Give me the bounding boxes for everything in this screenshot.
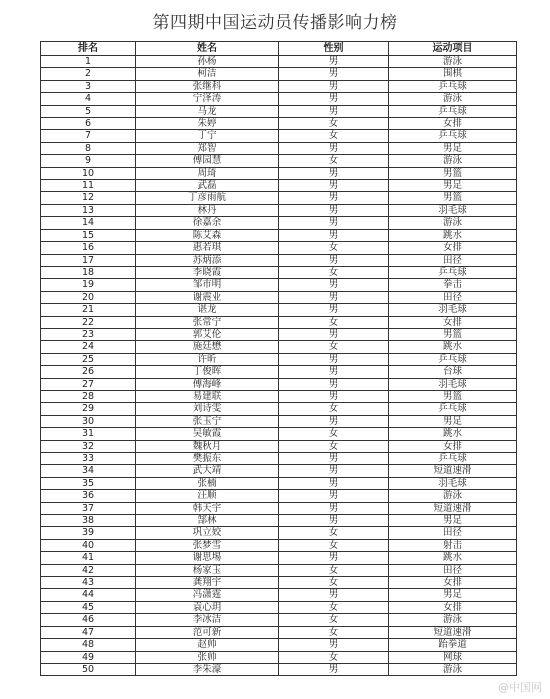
cell-sport: 跳水 [389, 552, 517, 564]
cell-name: 丁宁 [136, 130, 279, 142]
cell-sport: 男足 [389, 415, 517, 427]
cell-rank: 21 [41, 304, 136, 316]
table-row [41, 428, 517, 440]
cell-rank: 4 [41, 93, 136, 105]
cell-rank: 26 [41, 366, 136, 378]
table-header-row [41, 42, 517, 56]
cell-rank: 20 [41, 291, 136, 303]
table-row [41, 68, 517, 80]
header-sport: 运动项目 [389, 42, 517, 56]
cell-name: 樊振东 [136, 453, 279, 465]
table-row [41, 564, 517, 576]
cell-rank: 39 [41, 527, 136, 539]
cell-sport: 围棋 [389, 68, 517, 80]
cell-gender: 男 [279, 639, 389, 651]
cell-name: 马龙 [136, 105, 279, 117]
table-row [41, 304, 517, 316]
cell-gender: 男 [279, 378, 389, 390]
cell-rank: 19 [41, 279, 136, 291]
cell-rank: 47 [41, 626, 136, 638]
cell-sport: 乒乓球 [389, 80, 517, 92]
cell-sport: 乒乓球 [389, 105, 517, 117]
cell-rank: 23 [41, 328, 136, 340]
cell-sport: 田径 [389, 254, 517, 266]
cell-name: 施廷懋 [136, 341, 279, 353]
cell-name: 杨家玉 [136, 564, 279, 576]
cell-sport: 乒乓球 [389, 353, 517, 365]
cell-rank: 1 [41, 56, 136, 68]
cell-rank: 38 [41, 515, 136, 527]
header-gender: 性别 [279, 42, 389, 56]
cell-sport: 游泳 [389, 93, 517, 105]
table-row [41, 155, 517, 167]
table-row [41, 328, 517, 340]
cell-name: 刘诗雯 [136, 403, 279, 415]
cell-sport: 跳水 [389, 341, 517, 353]
cell-sport: 男篮 [389, 192, 517, 204]
cell-sport: 游泳 [389, 56, 517, 68]
cell-name: 袁心玥 [136, 601, 279, 613]
cell-name: 柯洁 [136, 68, 279, 80]
cell-sport: 乒乓球 [389, 453, 517, 465]
cell-rank: 8 [41, 142, 136, 154]
cell-sport: 羽毛球 [389, 304, 517, 316]
cell-sport: 男足 [389, 589, 517, 601]
cell-gender: 男 [279, 477, 389, 489]
cell-gender: 女 [279, 316, 389, 328]
table-row [41, 453, 517, 465]
cell-gender: 女 [279, 539, 389, 551]
cell-gender: 男 [279, 304, 389, 316]
cell-gender: 男 [279, 453, 389, 465]
table-row [41, 192, 517, 204]
table-row [41, 56, 517, 68]
table-row [41, 93, 517, 105]
cell-gender: 女 [279, 577, 389, 589]
cell-gender: 男 [279, 192, 389, 204]
cell-rank: 2 [41, 68, 136, 80]
cell-name: 龚翔宇 [136, 577, 279, 589]
cell-gender: 男 [279, 217, 389, 229]
table-row [41, 465, 517, 477]
table-row [41, 552, 517, 564]
cell-gender: 女 [279, 564, 389, 576]
cell-gender: 男 [279, 142, 389, 154]
cell-sport: 游泳 [389, 663, 517, 675]
table-row [41, 105, 517, 117]
cell-sport: 女排 [389, 601, 517, 613]
cell-name: 邹市明 [136, 279, 279, 291]
cell-name: 李冰洁 [136, 614, 279, 626]
cell-sport: 羽毛球 [389, 378, 517, 390]
cell-rank: 42 [41, 564, 136, 576]
cell-name: 赵帅 [136, 639, 279, 651]
cell-rank: 22 [41, 316, 136, 328]
watermark: @中国网 [498, 681, 542, 694]
cell-sport: 跳水 [389, 428, 517, 440]
cell-name: 丁俊晖 [136, 366, 279, 378]
cell-gender: 女 [279, 341, 389, 353]
cell-gender: 女 [279, 626, 389, 638]
cell-name: 张继科 [136, 80, 279, 92]
cell-sport: 男篮 [389, 390, 517, 402]
table-row [41, 142, 517, 154]
cell-name: 宁泽涛 [136, 93, 279, 105]
cell-sport: 拳击 [389, 279, 517, 291]
cell-sport: 游泳 [389, 614, 517, 626]
cell-gender: 男 [279, 390, 389, 402]
table-row [41, 651, 517, 663]
cell-sport: 游泳 [389, 217, 517, 229]
cell-rank: 34 [41, 465, 136, 477]
cell-name: 张常宁 [136, 316, 279, 328]
cell-name: 巩立姣 [136, 527, 279, 539]
table-row [41, 353, 517, 365]
cell-name: 郜林 [136, 515, 279, 527]
cell-gender: 女 [279, 651, 389, 663]
cell-name: 谢思埸 [136, 552, 279, 564]
cell-rank: 14 [41, 217, 136, 229]
table-row [41, 403, 517, 415]
table-row [41, 266, 517, 278]
cell-name: 张梦雪 [136, 539, 279, 551]
cell-gender: 女 [279, 266, 389, 278]
table-row [41, 502, 517, 514]
cell-sport: 女排 [389, 577, 517, 589]
table-row [41, 415, 517, 427]
cell-gender: 女 [279, 440, 389, 452]
table-row [41, 242, 517, 254]
cell-gender: 女 [279, 118, 389, 130]
cell-rank: 45 [41, 601, 136, 613]
cell-sport: 女排 [389, 440, 517, 452]
cell-rank: 15 [41, 229, 136, 241]
cell-rank: 37 [41, 502, 136, 514]
cell-sport: 男足 [389, 180, 517, 192]
cell-gender: 女 [279, 428, 389, 440]
cell-name: 林丹 [136, 204, 279, 216]
cell-name: 周琦 [136, 167, 279, 179]
cell-name: 丁彦雨航 [136, 192, 279, 204]
cell-sport: 乒乓球 [389, 266, 517, 278]
table-row [41, 515, 517, 527]
page-title: 第四期中国运动员传播影响力榜 [152, 13, 398, 33]
cell-sport: 乒乓球 [389, 403, 517, 415]
cell-gender: 男 [279, 490, 389, 502]
cell-rank: 35 [41, 477, 136, 489]
cell-gender: 男 [279, 502, 389, 514]
cell-name: 傅园慧 [136, 155, 279, 167]
table-row [41, 130, 517, 142]
cell-rank: 49 [41, 651, 136, 663]
cell-rank: 41 [41, 552, 136, 564]
cell-gender: 女 [279, 527, 389, 539]
header-rank: 排名 [41, 42, 136, 56]
cell-rank: 24 [41, 341, 136, 353]
cell-sport: 游泳 [389, 490, 517, 502]
table-row [41, 167, 517, 179]
cell-sport: 射击 [389, 539, 517, 551]
cell-name: 惠若琪 [136, 242, 279, 254]
table-row [41, 316, 517, 328]
cell-rank: 31 [41, 428, 136, 440]
table-row [41, 118, 517, 130]
cell-gender: 男 [279, 279, 389, 291]
cell-name: 谢震业 [136, 291, 279, 303]
cell-name: 陈艾森 [136, 229, 279, 241]
cell-sport: 女排 [389, 242, 517, 254]
cell-gender: 男 [279, 465, 389, 477]
cell-name: 谌龙 [136, 304, 279, 316]
cell-gender: 男 [279, 93, 389, 105]
cell-rank: 25 [41, 353, 136, 365]
cell-gender: 男 [279, 68, 389, 80]
cell-sport: 短道速滑 [389, 465, 517, 477]
cell-gender: 男 [279, 515, 389, 527]
cell-sport: 乒乓球 [389, 130, 517, 142]
cell-gender: 男 [279, 180, 389, 192]
cell-name: 朱婷 [136, 118, 279, 130]
cell-name: 吴敏霞 [136, 428, 279, 440]
cell-sport: 羽毛球 [389, 477, 517, 489]
table-row [41, 477, 517, 489]
table-row [41, 254, 517, 266]
cell-rank: 32 [41, 440, 136, 452]
cell-name: 苏炳添 [136, 254, 279, 266]
cell-gender: 男 [279, 328, 389, 340]
cell-name: 韩天宇 [136, 502, 279, 514]
cell-sport: 女排 [389, 316, 517, 328]
cell-name: 张楠 [136, 477, 279, 489]
cell-rank: 12 [41, 192, 136, 204]
cell-rank: 40 [41, 539, 136, 551]
cell-gender: 男 [279, 105, 389, 117]
cell-sport: 短道速滑 [389, 626, 517, 638]
cell-rank: 43 [41, 577, 136, 589]
table-row [41, 626, 517, 638]
cell-name: 李朱濠 [136, 663, 279, 675]
cell-rank: 7 [41, 130, 136, 142]
table-row [41, 639, 517, 651]
cell-gender: 女 [279, 130, 389, 142]
cell-sport: 男足 [389, 142, 517, 154]
cell-name: 李晓霞 [136, 266, 279, 278]
cell-gender: 男 [279, 56, 389, 68]
cell-rank: 29 [41, 403, 136, 415]
cell-name: 郭艾伦 [136, 328, 279, 340]
cell-name: 傅海峰 [136, 378, 279, 390]
table-row [41, 229, 517, 241]
cell-sport: 羽毛球 [389, 204, 517, 216]
cell-sport: 男篮 [389, 167, 517, 179]
cell-rank: 33 [41, 453, 136, 465]
table-row [41, 279, 517, 291]
cell-rank: 9 [41, 155, 136, 167]
table-row [41, 341, 517, 353]
table-row [41, 80, 517, 92]
cell-sport: 女排 [389, 118, 517, 130]
cell-sport: 男篮 [389, 328, 517, 340]
cell-rank: 48 [41, 639, 136, 651]
cell-gender: 男 [279, 415, 389, 427]
cell-rank: 16 [41, 242, 136, 254]
table-row [41, 217, 517, 229]
cell-sport: 跆拳道 [389, 639, 517, 651]
table-row [41, 180, 517, 192]
table-row [41, 390, 517, 402]
cell-gender: 男 [279, 589, 389, 601]
ranking-table [40, 41, 517, 676]
cell-sport: 台球 [389, 366, 517, 378]
table-row [41, 577, 517, 589]
header-name: 姓名 [136, 42, 279, 56]
cell-name: 魏秋月 [136, 440, 279, 452]
table-row [41, 539, 517, 551]
cell-sport: 男足 [389, 515, 517, 527]
cell-gender: 男 [279, 80, 389, 92]
cell-gender: 男 [279, 353, 389, 365]
cell-name: 冯潇霆 [136, 589, 279, 601]
table-row [41, 378, 517, 390]
cell-gender: 男 [279, 229, 389, 241]
table-row [41, 589, 517, 601]
cell-gender: 女 [279, 155, 389, 167]
cell-name: 孙杨 [136, 56, 279, 68]
cell-rank: 36 [41, 490, 136, 502]
cell-name: 范可新 [136, 626, 279, 638]
cell-gender: 女 [279, 614, 389, 626]
cell-rank: 11 [41, 180, 136, 192]
cell-name: 武大靖 [136, 465, 279, 477]
cell-gender: 男 [279, 366, 389, 378]
cell-sport: 游泳 [389, 155, 517, 167]
cell-name: 郑智 [136, 142, 279, 154]
table-row [41, 614, 517, 626]
cell-gender: 女 [279, 403, 389, 415]
cell-name: 徐嘉余 [136, 217, 279, 229]
cell-name: 张帅 [136, 651, 279, 663]
cell-rank: 13 [41, 204, 136, 216]
table-row [41, 440, 517, 452]
cell-rank: 3 [41, 80, 136, 92]
cell-rank: 10 [41, 167, 136, 179]
cell-gender: 男 [279, 167, 389, 179]
cell-name: 张玉宁 [136, 415, 279, 427]
cell-sport: 网球 [389, 651, 517, 663]
cell-gender: 男 [279, 663, 389, 675]
cell-rank: 6 [41, 118, 136, 130]
cell-gender: 男 [279, 254, 389, 266]
table-row [41, 527, 517, 539]
cell-rank: 17 [41, 254, 136, 266]
cell-rank: 46 [41, 614, 136, 626]
cell-sport: 跳水 [389, 229, 517, 241]
cell-rank: 44 [41, 589, 136, 601]
table-row [41, 601, 517, 613]
cell-sport: 田径 [389, 527, 517, 539]
table-row [41, 366, 517, 378]
cell-name: 武磊 [136, 180, 279, 192]
cell-rank: 50 [41, 663, 136, 675]
cell-gender: 男 [279, 552, 389, 564]
cell-rank: 5 [41, 105, 136, 117]
cell-rank: 27 [41, 378, 136, 390]
cell-gender: 女 [279, 242, 389, 254]
table-row [41, 663, 517, 675]
cell-name: 汪顺 [136, 490, 279, 502]
cell-sport: 短道速滑 [389, 502, 517, 514]
table-row [41, 490, 517, 502]
cell-rank: 30 [41, 415, 136, 427]
cell-name: 许昕 [136, 353, 279, 365]
table-body [41, 56, 517, 676]
cell-gender: 女 [279, 601, 389, 613]
cell-gender: 男 [279, 204, 389, 216]
cell-rank: 28 [41, 390, 136, 402]
table-row [41, 291, 517, 303]
cell-rank: 18 [41, 266, 136, 278]
table-row [41, 204, 517, 216]
cell-sport: 田径 [389, 564, 517, 576]
cell-gender: 男 [279, 291, 389, 303]
cell-sport: 田径 [389, 291, 517, 303]
cell-name: 易建联 [136, 390, 279, 402]
